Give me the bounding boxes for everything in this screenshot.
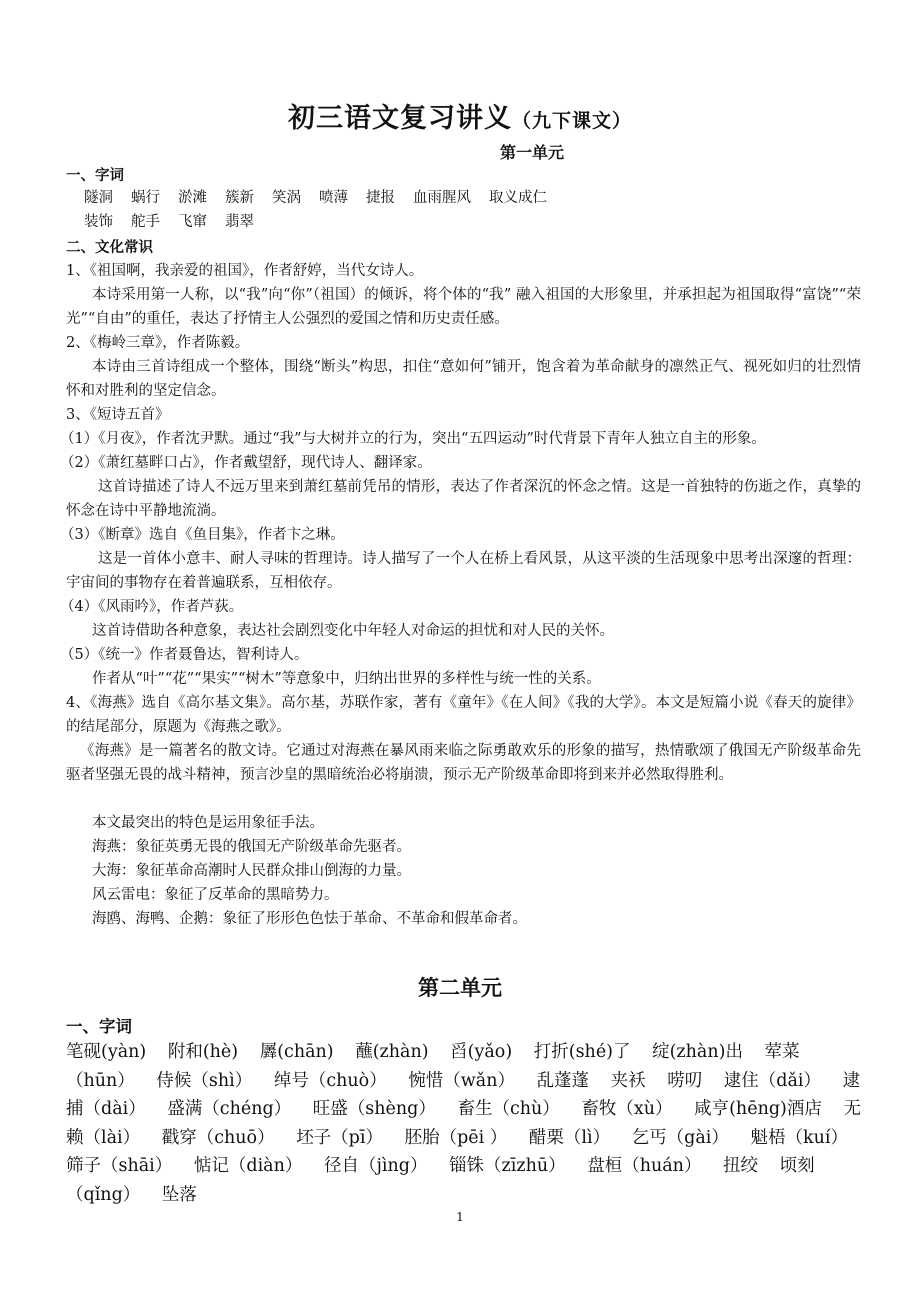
word: 戳穿（chuō） [161,1127,275,1148]
word: 畜牧（xù） [581,1099,673,1119]
unit1-sec1-title: 一、字词 [66,167,124,184]
word: 绽(zhàn)出 [652,1042,743,1062]
word: 羼(chān) [259,1042,334,1062]
word: 舀(yǎo) [450,1042,513,1062]
word: 坠落 [161,1184,197,1205]
word: 打折(shé)了 [533,1042,631,1062]
paragraph: 这首诗借助各种意象，表达社会剧烈变化中年轻人对命运的担忧和对人民的关怀。 [92,623,614,639]
title-sub: （九下课文） [511,110,632,132]
page-number: 1 [456,1210,464,1224]
word: 唠叨 [667,1070,703,1091]
word: 逮捕（dài） [66,1070,861,1119]
paragraph: 风云雷电：象征了反革命的黑暗势力。 [92,887,339,903]
unit1-words-line2 [84,210,272,234]
paragraph: 本文最突出的特色是运用象征手法。 [92,815,324,831]
word: 血雨腥风 [413,190,471,206]
word: 醋栗（lì） [528,1127,611,1148]
word: 筛子（shāi） [66,1156,173,1176]
word: 乞丐（gài） [631,1127,729,1148]
paragraph: （5）《统一》作者聂鲁达，智利诗人。 [60,647,309,663]
paragraph: （4）《风雨吟》，作者芦荻。 [60,599,244,615]
paragraph: 大海：象征革命高潮时人民群众排山倒海的力量。 [92,863,411,879]
word: 惦记（diàn） [193,1156,303,1176]
word: 畜生（chù） [457,1099,560,1119]
word: 舵手 [131,214,160,230]
word: 喷薄 [319,190,348,206]
word: 隧洞 [84,190,113,206]
word: 惋惜（wǎn） [408,1070,515,1091]
word: 咸亨(hēng)酒店 [694,1099,822,1119]
unit1-heading: 第一单元 [500,143,565,162]
page-title [0,96,920,135]
paragraph: 本诗由三首诗组成一个整体，围绕“断头”构思，扣住“意如何”铺开，饱含着为革命献身的凛然正气、视死如归的壮烈情怀和对胜利的坚定信念。 [66,359,861,399]
unit1-sec2-title: 二、文化常识 [66,239,153,256]
word: 淤滩 [178,190,207,206]
word: 锱铢（zīzhū） [449,1156,566,1176]
word: 扭绞 [723,1156,759,1176]
word: 胚胎（pēi ） [404,1127,508,1148]
word: 捷报 [366,190,395,206]
word: 笔砚(yàn) [66,1042,147,1062]
paragraph: 海燕：象征英勇无畏的俄国无产阶级革命先驱者。 [92,839,411,855]
paragraph: （1）《月夜》，作者沈尹默。通过“我”与大树并立的行为，突出“五四运动”时代背景下青年人独立自主的形象。 [60,431,766,447]
paragraph: 《海燕》是一篇著名的散文诗。它通过对海燕在暴风雨来临之际勇敢欢乐的形象的描写，热情歌颂了俄国无产阶级革命先驱者坚强无畏的战斗精神，预言沙皇的黑暗统治必将崩溃，预示无产阶级革命即将到来并必然取得胜利。 [66,743,861,783]
word: 装饰 [84,214,113,230]
word: 盘桓（huán） [587,1156,702,1176]
word: 飞窜 [178,214,207,230]
word: 荤菜（hūn） [66,1042,800,1091]
paragraph: （2）《萧红墓畔口占》，作者戴望舒，现代诗人、翻译家。 [60,455,432,471]
word: 魁梧（kuí） [750,1127,848,1148]
unit2-sec1-title: 一、字词 [66,1017,132,1036]
word: 旺盛（shèng） [312,1099,436,1119]
word: 径自（jìng） [323,1156,428,1176]
word: 蘸(zhàn) [355,1042,429,1062]
word: 无赖（lài） [66,1099,861,1148]
paragraph: 海鸥、海鸭、企鹅：象征了形形色色怯于革命、不革命和假革命者。 [92,911,527,927]
paragraph: 3、《短诗五首》 [66,407,170,423]
word: 坯子（pī） [296,1127,383,1148]
paragraph: （3）《断章》选自《鱼目集》，作者卞之琳。 [60,527,345,543]
paragraph: 这是一首体小意丰、耐人寻味的哲理诗。诗人描写了一个人在桥上看风景，从这平淡的生活现象中思考出深邃的哲理：宇宙间的事物存在着普遍联系，互相依存。 [66,551,861,591]
paragraph: 2、《梅岭三章》，作者陈毅。 [66,335,250,351]
paragraph: 1、《祖国啊，我亲爱的祖国》，作者舒婷，当代女诗人。 [66,263,424,279]
title-main: 初三语文复习讲义 [287,103,512,134]
word: 乱蓬蓬 [536,1070,590,1091]
word: 簇新 [225,190,254,206]
paragraph: 作者从“叶”“花”“果实”“树木”等意象中，归纳出世界的多样性与统一性的关系。 [92,671,601,687]
paragraph: 这首诗描述了诗人不远万里来到萧红墓前凭吊的情形，表达了作者深沉的怀念之情。这是一首独特的伤逝之作，真挚的怀念在诗中平静地流淌。 [66,479,861,519]
word: 翡翠 [225,214,254,230]
word: 顷刻（qǐng） [66,1156,815,1205]
word: 盛满（chéng） [167,1099,292,1119]
unit2-word-list [66,1038,866,1209]
word: 取义成仁 [489,190,547,206]
word: 逮住（dǎi） [723,1070,822,1091]
word: 附和(hè) [167,1042,239,1062]
word: 笑涡 [272,190,301,206]
word: 蜗行 [131,190,160,206]
word: 侍候（shì） [156,1070,253,1091]
unit1-words-line1 [84,186,565,210]
word: 夹袄 [610,1070,646,1091]
unit2-heading: 第二单元 [418,975,502,1000]
paragraph: 4、《海燕》选自《高尔基文集》。高尔基，苏联作家，著有《童年》《在人间》《我的大学》。本文是短篇小说《春天的旋律》的结尾部分，原题为《海燕之歌》。 [66,695,861,735]
word: 绰号（chuò） [273,1070,387,1091]
paragraph: 本诗采用第一人称，以“我”向“你”（祖国）的倾诉，将个体的“我” 融入祖国的大形象里，并承担起为祖国取得“富饶”“荣光”“自由”的重任，表达了抒情主人公强烈的爱国之情和历史责任感。 [66,287,861,327]
